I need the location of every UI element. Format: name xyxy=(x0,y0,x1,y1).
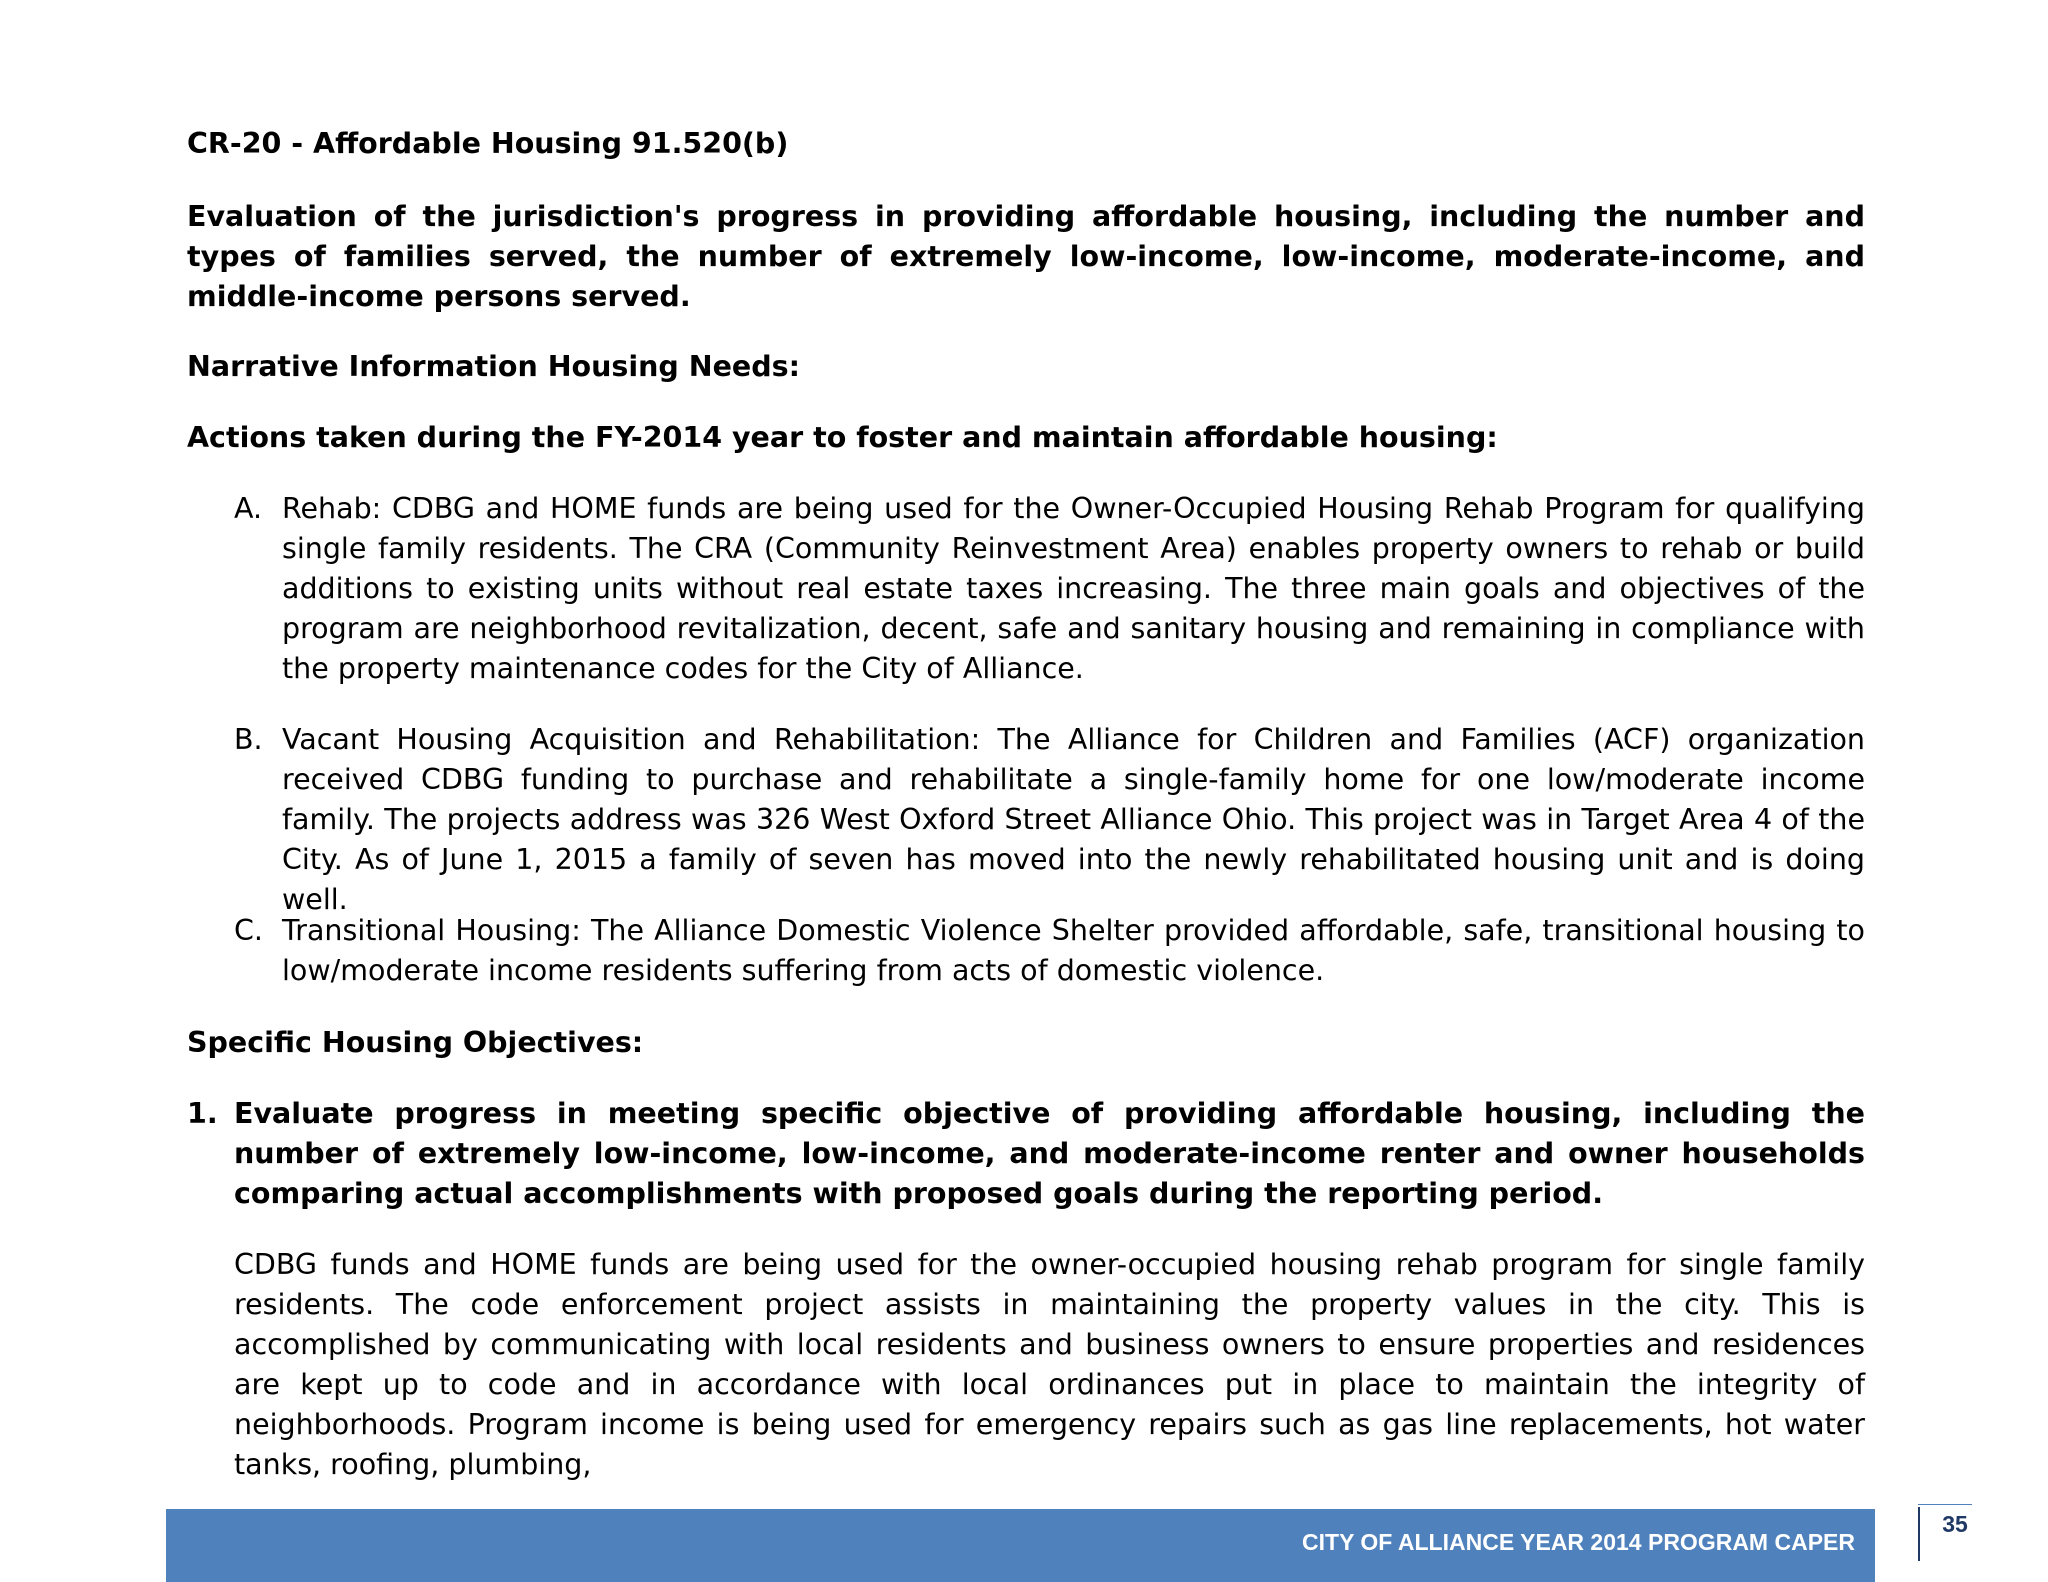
list-marker: C. xyxy=(234,914,263,947)
actions-heading: Actions taken during the FY-2014 year to foster and maintain affordable housing: xyxy=(187,421,1498,454)
action-item-transitional-housing xyxy=(234,911,1865,991)
list-item-text: Vacant Housing Acquisition and Rehabilitation: The Alliance for Children and Families (ACF) organization received CDBG funding to purchase and rehabilitate a single-family home for one low/moderate income family. The projects address was 326 West Oxford Street Alliance Ohio. This project was in Target Area 4 of the City. As of June 1, 2015 a family of seven has moved into the newly rehabilitated housing unit and is doing well. xyxy=(282,723,1865,916)
page-number-rule xyxy=(1918,1504,1972,1505)
footer-bar xyxy=(166,1509,1875,1582)
action-item-vacant-housing xyxy=(234,720,1865,920)
list-item-text: Evaluate progress in meeting specific objective of providing affordable housing, including the number of extremely low-income, low-income, and moderate-income renter and owner households comparing actual accomplishments with proposed goals during the reporting period. xyxy=(234,1097,1865,1210)
list-item-text: Rehab: CDBG and HOME funds are being used for the Owner-Occupied Housing Rehab Program for qualifying single family residents. The CRA (Community Reinvestment Area) enables property owners to rehab or build additions to existing units without real estate taxes increasing. The three main goals and objectives of the program are neighborhood revitalization, decent, safe and sanitary housing and remaining in compliance with the property maintenance codes for the City of Alliance. xyxy=(282,492,1865,685)
section-title: CR-20 - Affordable Housing 91.520(b) xyxy=(187,127,789,160)
action-item-rehab xyxy=(234,489,1865,689)
list-item-text: Transitional Housing: The Alliance Domestic Violence Shelter provided affordable, safe, transitional housing to low/moderate income residents suffering from acts of domestic violence. xyxy=(282,914,1865,987)
page-number: 35 xyxy=(1942,1511,1968,1537)
footer-label: CITY OF ALLIANCE YEAR 2014 PROGRAM CAPER xyxy=(1302,1529,1855,1555)
page-number-divider xyxy=(1918,1507,1920,1561)
objective-item-1 xyxy=(187,1094,1865,1214)
objective-1-body: CDBG funds and HOME funds are being used for the owner-occupied housing rehab program for single family residents. The code enforcement project assists in maintaining the property values in the city. This is accomplished by communicating with local residents and business owners to ensure properties and residences are kept up to code and in accordance with local ordinances put in place to maintain the integrity of neighborhoods. Program income is being used for emergency repairs such as gas line replacements, hot water tanks, roofing, plumbing, xyxy=(234,1248,1865,1481)
list-marker: A. xyxy=(234,492,263,525)
objectives-heading: Specific Housing Objectives: xyxy=(187,1026,644,1059)
list-marker: B. xyxy=(234,723,263,756)
list-marker: 1. xyxy=(187,1097,218,1130)
narrative-heading: Narrative Information Housing Needs: xyxy=(187,350,801,383)
evaluation-heading: Evaluation of the jurisdiction's progress in providing affordable housing, including the number and types of families served, the number of extremely low-income, low-income, moderate-income, and middle-income persons served. xyxy=(187,200,1865,313)
